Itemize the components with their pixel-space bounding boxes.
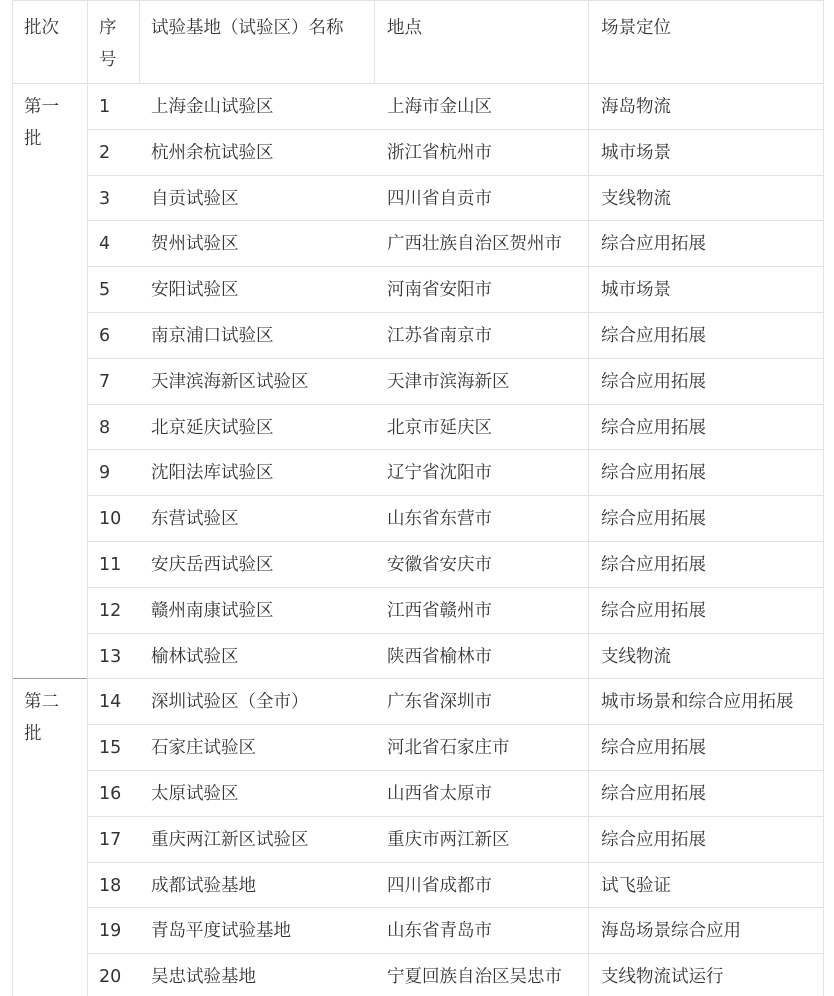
batch-1-label: [24, 91, 59, 155]
grid-hline: [87, 541, 823, 542]
cell-name: 石家庄试验区: [151, 738, 256, 759]
cell-name: 深圳试验区（全市）: [151, 692, 309, 713]
batch-2-line1: 第二: [24, 692, 59, 712]
cell-name: 上海金山试验区: [151, 97, 274, 117]
grid-vline: [588, 0, 589, 996]
cell-location: 山东省青岛市: [387, 921, 492, 942]
cell-scenario: 海岛物流: [601, 97, 671, 117]
cell-location: 江苏省南京市: [387, 326, 492, 346]
cell-location: 辽宁省沈阳市: [387, 463, 492, 484]
cell-scenario: 支线物流试运行: [601, 967, 724, 988]
cell-no: 6: [99, 326, 111, 346]
grid-hline: [87, 495, 823, 496]
cell-no: 10: [99, 509, 122, 530]
cell-no: 12: [99, 600, 122, 621]
grid-hline: [87, 587, 823, 588]
cell-scenario: 综合应用拓展: [601, 463, 706, 484]
cell-scenario: 城市场景和综合应用拓展: [601, 692, 794, 713]
cell-name: 北京延庆试验区: [151, 417, 274, 438]
cell-name: 天津滨海新区试验区: [151, 371, 309, 392]
cell-no: 19: [99, 921, 122, 942]
grid-hline: [87, 312, 823, 313]
header-location: 地点: [387, 18, 422, 38]
cell-no: 5: [99, 280, 111, 301]
cell-scenario: 综合应用拓展: [601, 829, 706, 850]
cell-scenario: 城市场景: [601, 280, 671, 301]
grid-hline: [87, 129, 823, 130]
header-batch: 批次: [24, 18, 59, 38]
cell-location: 宁夏回族自治区吴忠市: [387, 967, 562, 988]
cell-no: 8: [99, 417, 111, 438]
cell-name: 安阳试验区: [151, 280, 239, 301]
cell-name: 东营试验区: [151, 509, 239, 530]
cell-location: 上海市金山区: [387, 97, 492, 117]
grid-vline: [823, 0, 824, 996]
grid-hline: [87, 220, 823, 221]
cell-location: 陕西省榆林市: [387, 646, 492, 667]
cell-no: 11: [99, 555, 122, 575]
grid-hline: [12, 678, 87, 679]
grid-hline: [12, 0, 823, 1]
cell-scenario: 综合应用拓展: [601, 417, 706, 438]
cell-name: 重庆两江新区试验区: [151, 829, 309, 850]
cell-name: 太原试验区: [151, 784, 239, 804]
cell-location: 重庆市两江新区: [387, 829, 510, 850]
grid-hline: [87, 175, 823, 176]
batch-2-label: [24, 686, 59, 750]
cell-name: 青岛平度试验基地: [151, 921, 291, 942]
cell-location: 山西省太原市: [387, 784, 492, 804]
cell-no: 15: [99, 738, 122, 759]
cell-location: 江西省赣州市: [387, 600, 492, 621]
cell-name: 南京浦口试验区: [151, 326, 274, 346]
cell-location: 广西壮族自治区贺州市: [387, 234, 562, 255]
cell-no: 13: [99, 646, 122, 667]
grid-hline: [87, 816, 823, 817]
cell-no: 3: [99, 188, 111, 209]
cell-location: 浙江省杭州市: [387, 142, 492, 163]
cell-location: 北京市延庆区: [387, 417, 492, 438]
header-scenario: 场景定位: [601, 18, 671, 38]
grid-hline: [87, 724, 823, 725]
grid-hline: [87, 633, 823, 634]
grid-hline: [87, 862, 823, 863]
cell-name: 成都试验基地: [151, 875, 256, 896]
cell-scenario: 综合应用拓展: [601, 600, 706, 621]
cell-location: 安徽省安庆市: [387, 555, 492, 575]
grid-hline: [87, 266, 823, 267]
header-no-line1: 序: [99, 18, 117, 38]
cell-no: 18: [99, 875, 122, 896]
cell-no: 17: [99, 829, 122, 850]
grid-hline: [87, 678, 823, 679]
cell-no: 1: [99, 97, 111, 117]
cell-location: 广东省深圳市: [387, 692, 492, 713]
grid-hline: [87, 404, 823, 405]
cell-name: 沈阳法库试验区: [151, 463, 274, 484]
cell-location: 四川省自贡市: [387, 188, 492, 209]
cell-scenario: 综合应用拓展: [601, 234, 706, 255]
cell-scenario: 综合应用拓展: [601, 555, 706, 575]
cell-scenario: 综合应用拓展: [601, 371, 706, 392]
cell-scenario: 综合应用拓展: [601, 326, 706, 346]
grid-vline: [12, 0, 13, 996]
cell-location: 四川省成都市: [387, 875, 492, 896]
cell-name: 杭州余杭试验区: [151, 142, 274, 163]
cell-scenario: 试飞验证: [601, 875, 671, 896]
grid-hline: [87, 770, 823, 771]
cell-scenario: 海岛场景综合应用: [601, 921, 741, 942]
cell-no: 9: [99, 463, 111, 484]
grid-vline: [374, 0, 375, 84]
grid-hline: [87, 358, 823, 359]
cell-name: 贺州试验区: [151, 234, 239, 255]
cell-scenario: 综合应用拓展: [601, 509, 706, 530]
header-name: 试验基地（试验区）名称: [151, 18, 344, 38]
cell-name: 榆林试验区: [151, 646, 239, 667]
header-no-line2: 号: [99, 50, 117, 70]
cell-scenario: 城市场景: [601, 142, 671, 163]
grid-vline: [87, 0, 88, 996]
batch-2-line2: 批: [24, 724, 42, 744]
cell-name: 赣州南康试验区: [151, 600, 274, 621]
cell-no: 14: [99, 692, 122, 713]
cell-location: 河南省安阳市: [387, 280, 492, 301]
cell-location: 天津市滨海新区: [387, 371, 510, 392]
cell-location: 山东省东营市: [387, 509, 492, 530]
cell-name: 安庆岳西试验区: [151, 555, 274, 575]
grid-hline: [12, 83, 823, 84]
cell-name: 吴忠试验基地: [151, 967, 256, 988]
cell-no: 16: [99, 784, 122, 804]
cell-scenario: 综合应用拓展: [601, 784, 706, 804]
cell-scenario: 综合应用拓展: [601, 738, 706, 759]
cell-no: 7: [99, 371, 111, 392]
cell-scenario: 支线物流: [601, 188, 671, 209]
grid-hline: [87, 953, 823, 954]
cell-scenario: 支线物流: [601, 646, 671, 667]
grid-hline: [87, 449, 823, 450]
cell-no: 2: [99, 142, 111, 163]
batch-1-line2: 批: [24, 129, 42, 149]
grid-vline: [139, 0, 140, 84]
cell-name: 自贡试验区: [151, 188, 239, 209]
cell-location: 河北省石家庄市: [387, 738, 510, 759]
batch-1-line1: 第一: [24, 97, 59, 117]
cell-no: 4: [99, 234, 111, 255]
cell-no: 20: [99, 967, 122, 988]
header-no: [99, 12, 117, 76]
grid-hline: [87, 907, 823, 908]
